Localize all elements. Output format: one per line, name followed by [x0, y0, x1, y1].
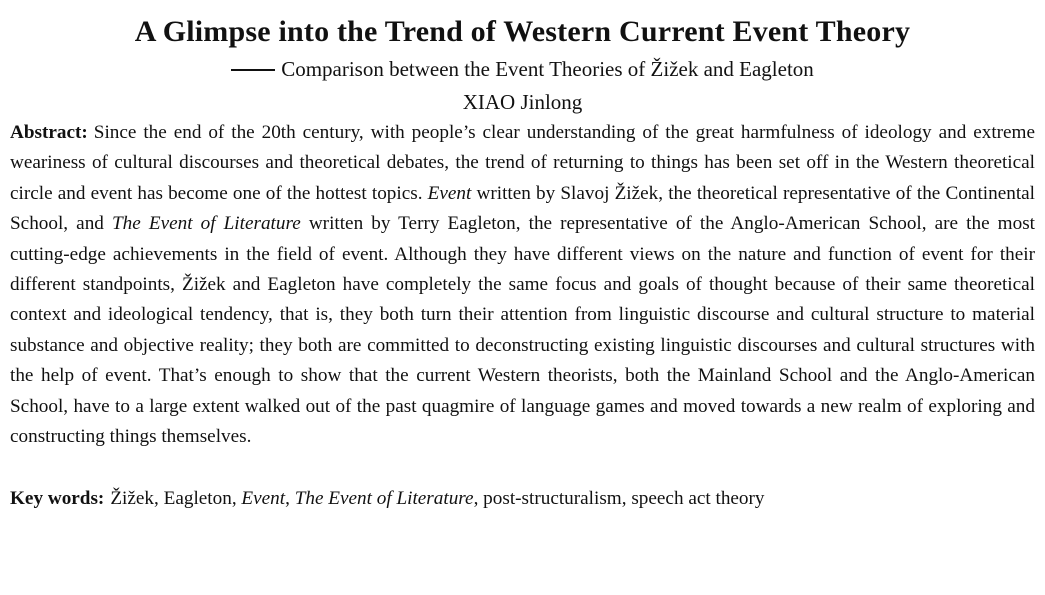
keyword-separator: ,	[473, 488, 484, 510]
abstract-text-part1: Since the end of the 20th century, with people’s clear understanding of the great harmfulness of ideology and extreme weariness of cultural discourses and theoretical debates, the trend of returning to things has been set off in the Western theoretical circle and event has become one of the hottest topics.	[10, 122, 1035, 204]
paper-author: XIAO Jinlong	[462, 90, 583, 114]
abstract-book-title-event: Event	[427, 182, 472, 204]
abstract-text-part3: written by Terry Eagleton, the representative of the Anglo-American School, are the most cutting-edge achievements in the field of event. Although they have different views on the nature and function of event for their different standpoints, Žižek and Eagleton have completely the same focus and goals of thought because of their same theoretical context and ideological tendency, that is, they both turn their attention from linguistic discourse and cultural structure to material substance and objective reality; they both are committed to deconstructing existing linguistic discourses and cultural structures with the help of event. That’s enough to show that the current Western theorists, both the Mainland School and the Anglo-American School, have to a large extent walked out of the past quagmire of language games and moved towards a new realm of exploring and constructing things themselves.	[10, 213, 1035, 448]
abstract-book-title-event-of-literature: The Event of Literature	[111, 213, 301, 235]
keywords-line	[10, 484, 1035, 514]
subtitle-dash	[231, 69, 275, 71]
subtitle-text: Comparison between the Event Theories of Žižek and Eagleton	[281, 57, 814, 81]
keyword-item: Žižek	[110, 488, 155, 510]
keyword-separator: ,	[154, 488, 164, 510]
keyword-item: Eagleton	[163, 488, 232, 510]
keyword-item: speech act theory	[631, 488, 765, 510]
paper-title: A Glimpse into the Trend of Western Current Event Theory	[134, 15, 911, 48]
keyword-item: The Event of Literature	[294, 488, 474, 510]
keyword-separator: ,	[285, 488, 295, 510]
keywords-label: Key words:	[10, 488, 105, 510]
keyword-item: post-structuralism	[483, 488, 622, 510]
abstract-label: Abstract:	[10, 122, 88, 143]
keyword-separator: ,	[621, 488, 632, 510]
paper-subtitle	[10, 52, 1035, 86]
keyword-separator: ,	[231, 488, 242, 510]
abstract-paragraph	[10, 118, 1035, 452]
keyword-item: Event	[241, 488, 286, 510]
abstract-text-part2: written by Slavoj Žižek, the theoretical representative of the Continental School, and	[10, 182, 1035, 235]
